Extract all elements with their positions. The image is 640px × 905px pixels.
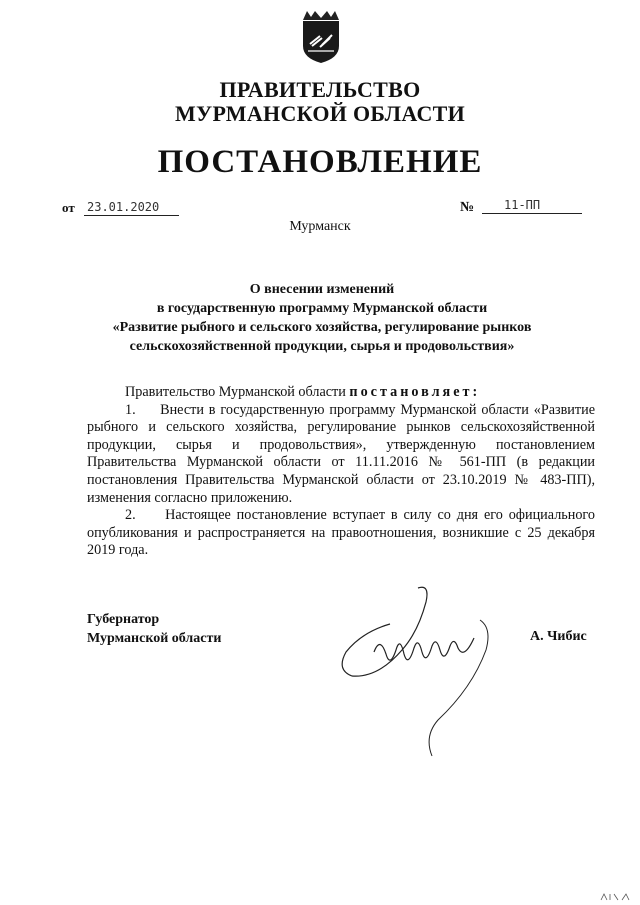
intro-text: Правительство Мурманской области [125,384,346,400]
coat-of-arms-emblem [300,8,342,64]
intro-paragraph [87,384,595,402]
date-prefix: от [62,200,75,215]
document-type-title: ПОСТАНОВЛЕНИЕ [157,144,483,180]
document-subject [92,280,552,356]
subject-line: в государственную программу Мурманской области [156,301,488,316]
signatory-title [87,610,221,648]
city: Мурманск [289,219,351,234]
body-item-2: 2. Настоящее постановление вступает в силу со дня его официального опубликования и распространяется на правоотношения, возникшие с 25 декабря 2019 года. [87,507,595,559]
resolution-word: постановляет: [349,384,481,400]
subject-line: сельскохозяйственной продукции, сырья и продовольствия» [129,339,515,354]
signatory-title-line: Губернатор [87,612,160,627]
signatory-title-line: Мурманской области [87,631,222,646]
handwritten-signature [330,580,510,760]
document-number: 11-ПП [482,197,582,214]
number-prefix: № [460,200,475,215]
document-date: 23.01.2020 [84,199,179,216]
organization-name-line2: МУРМАНСКОЙ ОБЛАСТИ [174,101,466,126]
corner-scan-mark [600,893,630,901]
signatory-name: А. Чибис [530,629,587,644]
body-item-1: 1. Внести в государственную программу Мурманской области «Развитие рыбного и сельского хозяйства, регулирование рынков сельскохозяйственной продукции, сырья и продовольствия», утвержденную постановлением Правительства Мурманской области от 11.11.2016 № 561-ПП (в редакции постановления Правительства Мурманской области от 23.10.2019 № 483-ПП), изменения согласно приложению. [87,401,595,506]
subject-line: «Развитие рыбного и сельского хозяйства, регулирование рынков [112,320,532,335]
organization-name-line1: ПРАВИТЕЛЬСТВО [219,77,421,102]
document-body [87,384,595,560]
subject-line: О внесении изменений [249,282,395,297]
